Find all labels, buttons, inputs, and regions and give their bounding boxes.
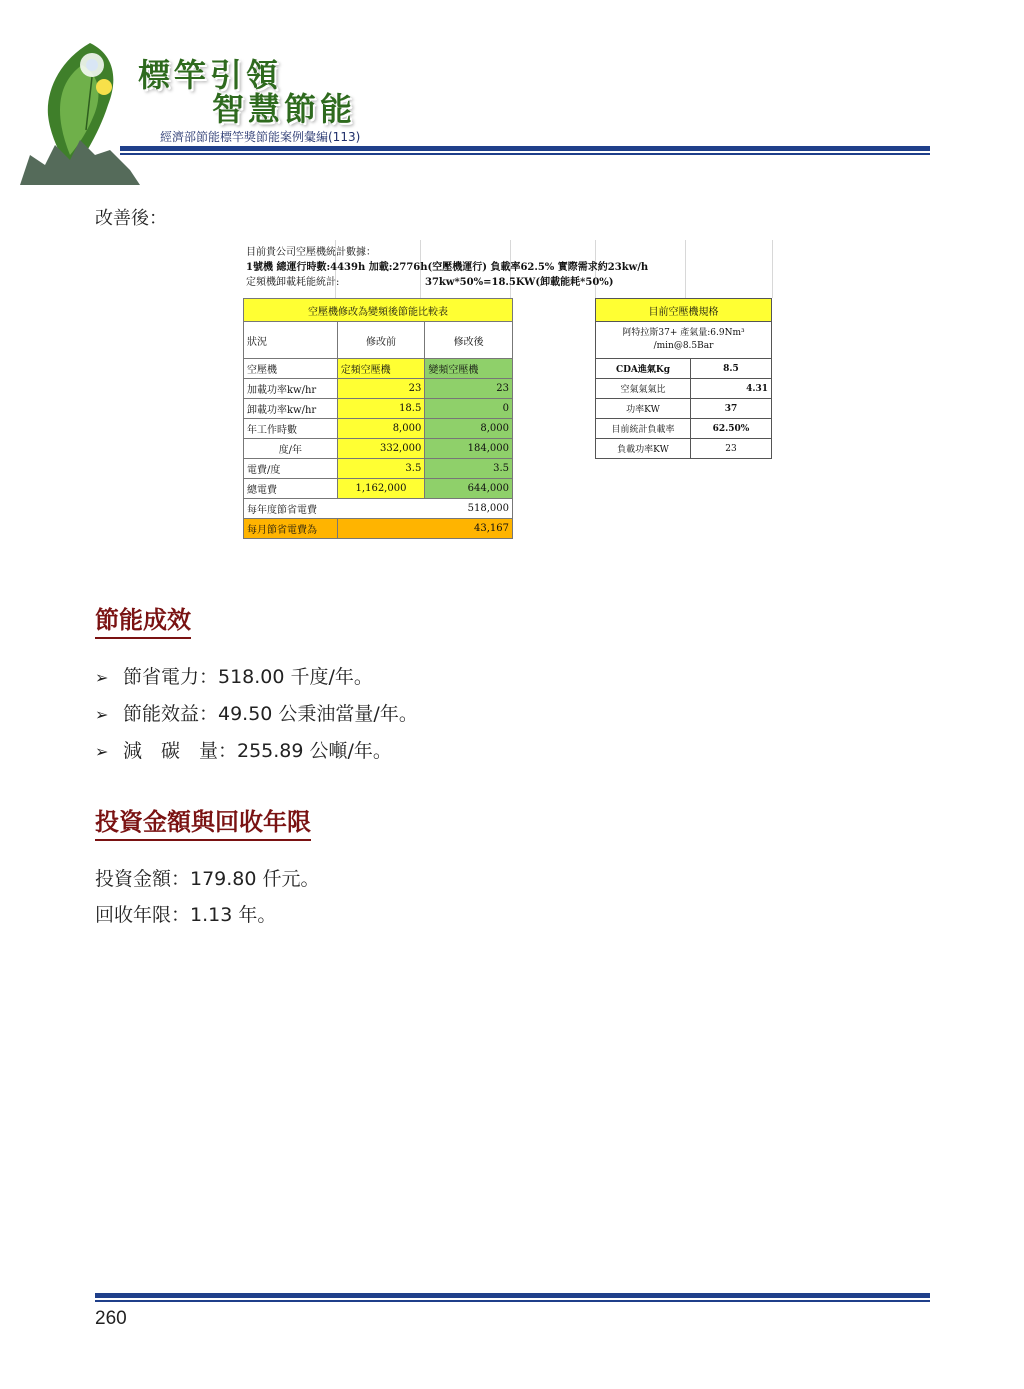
header-title-line2: 智慧節能 bbox=[212, 90, 357, 128]
row-label: 度/年 bbox=[244, 439, 338, 459]
spec-model-line2: /min@8.5Bar bbox=[653, 341, 714, 351]
arrow-bullet-icon: ➢ bbox=[95, 742, 109, 761]
comparison-table-title: 空壓機修改為變頻後節能比較表 bbox=[244, 299, 513, 322]
spec-row bbox=[596, 439, 772, 459]
arrow-bullet-icon: ➢ bbox=[95, 668, 109, 687]
table-row bbox=[244, 359, 513, 379]
spec-label: 目前統計負載率 bbox=[596, 419, 691, 439]
header-after: 修改後 bbox=[425, 322, 513, 359]
spec-row bbox=[596, 399, 772, 419]
stats-line-3-value: 37kw*50%=18.5KW(卸載能耗*50%) bbox=[425, 277, 614, 288]
footer-rule bbox=[95, 1293, 930, 1298]
row-label: 空壓機 bbox=[244, 359, 338, 379]
monthly-saving-value: 43,167 bbox=[337, 519, 512, 539]
footer-rule-thin bbox=[95, 1300, 930, 1302]
stats-line-3-label: 定頻機卸載耗能統計: bbox=[246, 277, 340, 288]
row-after: 0 bbox=[425, 399, 513, 419]
grid-line bbox=[772, 240, 773, 298]
list-item bbox=[95, 736, 392, 763]
payback-period: 回收年限：1.13 年。 bbox=[95, 904, 277, 926]
row-before: 332,000 bbox=[337, 439, 425, 459]
row-after: 184,000 bbox=[425, 439, 513, 459]
header-rule-thin bbox=[120, 153, 930, 155]
table-row bbox=[244, 399, 513, 419]
list-item bbox=[95, 662, 373, 689]
monthly-saving-label: 每月節省電費為 bbox=[244, 519, 338, 539]
comparison-table bbox=[243, 298, 513, 539]
row-before: 定頻空壓機 bbox=[337, 359, 425, 379]
spec-label: 功率KW bbox=[596, 399, 691, 419]
spec-model-cell bbox=[596, 322, 772, 359]
header-subtitle: 經濟部節能標竿獎節能案例彙編(113) bbox=[160, 130, 361, 144]
row-label: 總電費 bbox=[244, 479, 338, 499]
list-item bbox=[95, 699, 418, 726]
table-title-row bbox=[244, 299, 513, 322]
spec-value: 62.50% bbox=[691, 419, 772, 439]
row-before: 3.5 bbox=[337, 459, 425, 479]
spec-value: 23 bbox=[691, 439, 772, 459]
header-status: 狀況 bbox=[244, 322, 338, 359]
row-before: 1,162,000 bbox=[337, 479, 425, 499]
row-before: 8,000 bbox=[337, 419, 425, 439]
grid-line bbox=[685, 240, 686, 298]
investment-amount: 投資金額：179.80 仟元。 bbox=[95, 868, 320, 890]
arrow-bullet-icon: ➢ bbox=[95, 705, 109, 724]
row-label: 年工作時數 bbox=[244, 419, 338, 439]
annual-saving-row bbox=[244, 499, 513, 519]
spec-value: 4.31 bbox=[691, 379, 772, 399]
header-before: 修改前 bbox=[337, 322, 425, 359]
spec-label: 空氣氣氣比 bbox=[596, 379, 691, 399]
header-title-line1: 標竿引領 bbox=[138, 56, 283, 94]
monthly-saving-row bbox=[244, 519, 513, 539]
row-label: 電費/度 bbox=[244, 459, 338, 479]
energy-item-text: 節省電力：518.00 千度/年。 bbox=[123, 666, 373, 688]
stats-line-1: 目前貴公司空壓機統計數據： bbox=[246, 247, 376, 258]
spec-label: 負載功率KW bbox=[596, 439, 691, 459]
row-after: 8,000 bbox=[425, 419, 513, 439]
row-label: 加載功率kw/hr bbox=[244, 379, 338, 399]
table-row bbox=[244, 439, 513, 459]
spec-row bbox=[596, 379, 772, 399]
comparison-spreadsheet bbox=[240, 240, 780, 555]
spec-label: CDA進氣Kg bbox=[596, 359, 691, 379]
compressor-spec-table bbox=[595, 298, 772, 459]
stats-line-2: 1號機 總運行時數:4439h 加載:2776h(空壓機運行) 負載率62.5% 實際需求約23kw/h bbox=[246, 262, 649, 273]
spec-title-row bbox=[596, 299, 772, 322]
energy-item-text: 節能效益：49.50 公秉油當量/年。 bbox=[123, 703, 418, 725]
annual-saving-label: 每年度節省電費 bbox=[244, 499, 425, 519]
spec-row bbox=[596, 359, 772, 379]
table-row bbox=[244, 459, 513, 479]
after-improvement-label: 改善後： bbox=[95, 208, 167, 229]
spec-row bbox=[596, 419, 772, 439]
row-after: 23 bbox=[425, 379, 513, 399]
row-after: 644,000 bbox=[425, 479, 513, 499]
spec-model-row bbox=[596, 322, 772, 359]
table-header-row bbox=[244, 322, 513, 359]
header-rule bbox=[120, 146, 930, 151]
investment-heading: 投資金額與回收年限 bbox=[95, 802, 311, 841]
row-before: 23 bbox=[337, 379, 425, 399]
row-after: 3.5 bbox=[425, 459, 513, 479]
taiwan-landscape-logo bbox=[20, 35, 140, 185]
annual-saving-value: 518,000 bbox=[425, 499, 513, 519]
spec-value: 8.5 bbox=[691, 359, 772, 379]
table-row bbox=[244, 479, 513, 499]
row-before: 18.5 bbox=[337, 399, 425, 419]
energy-results-heading: 節能成效 bbox=[95, 600, 191, 639]
table-row bbox=[244, 419, 513, 439]
spec-value: 37 bbox=[691, 399, 772, 419]
page-header bbox=[0, 0, 1024, 190]
table-row bbox=[244, 379, 513, 399]
page-number: 260 bbox=[95, 1308, 127, 1329]
row-label: 卸載功率kw/hr bbox=[244, 399, 338, 419]
energy-item-text: 減 碳 量：255.89 公噸/年。 bbox=[123, 740, 392, 762]
spec-model-line1: 阿特拉斯37+ 產氣量:6.9Nm³ bbox=[622, 328, 745, 338]
row-after: 變頻空壓機 bbox=[425, 359, 513, 379]
spec-table-title: 目前空壓機規格 bbox=[596, 299, 772, 322]
